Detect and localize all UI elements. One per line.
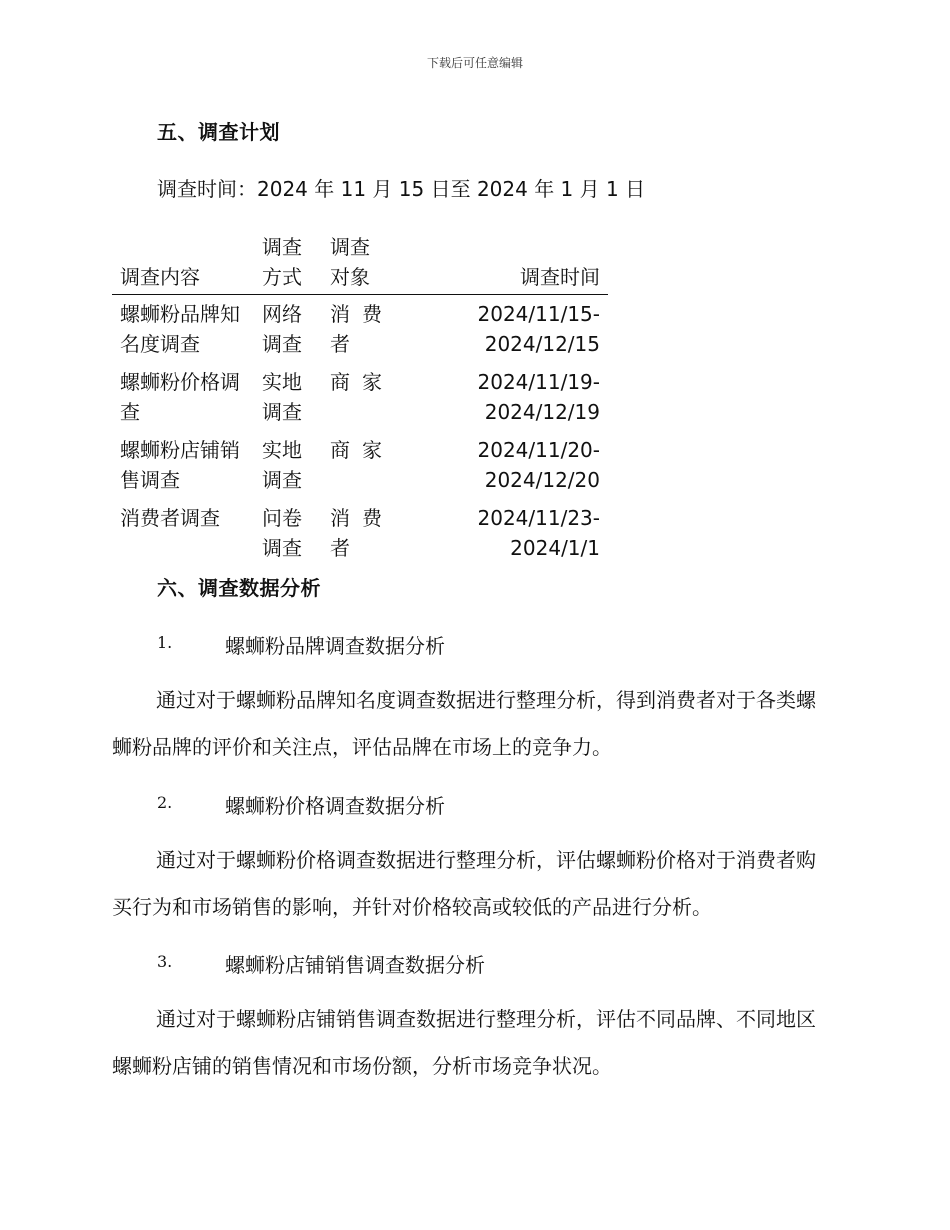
item-3-title: 螺蛳粉店铺销售调查数据分析 [225, 953, 485, 977]
table-header-row [112, 232, 608, 295]
col-header-time: 调查时间 [520, 265, 600, 289]
cell-time: 2024/11/19-2024/12/19 [477, 370, 600, 424]
cell-method: 问卷调查 [262, 506, 302, 560]
cell-method: 实地调查 [262, 370, 302, 424]
item-2-number: 2. [157, 793, 173, 812]
section-6-heading: 六、调查数据分析 [157, 576, 321, 600]
item-1-title: 螺蛳粉品牌调查数据分析 [225, 634, 445, 658]
item-1-paragraph: 通过对于螺蛳粉品牌知名度调查数据进行整理分析，得到消费者对于各类螺蛳粉品牌的评价和关注点，评估品牌在市场上的竞争力。 [112, 688, 816, 759]
section-5-heading: 五、调查计划 [157, 120, 280, 144]
item-1-number: 1. [157, 633, 173, 652]
cell-target: 商家 [330, 370, 382, 394]
col-header-target: 调查对象 [330, 235, 370, 289]
cell-time: 2024/11/20-2024/12/20 [477, 438, 600, 492]
cell-method: 实地调查 [262, 438, 302, 492]
item-2-paragraph: 通过对于螺蛳粉价格调查数据进行整理分析，评估螺蛳粉价格对于消费者购买行为和市场销售的影响，并针对价格较高或较低的产品进行分析。 [112, 848, 816, 919]
table-row [112, 499, 608, 567]
survey-time-line: 调查时间：2024 年 11 月 15 日至 2024 年 1 月 1 日 [157, 177, 646, 201]
cell-target: 消费者 [330, 506, 382, 560]
item-2-title: 螺蛳粉价格调查数据分析 [225, 794, 445, 818]
cell-content: 螺蛳粉店铺销售调查 [120, 438, 240, 492]
cell-content: 螺蛳粉品牌知名度调查 [120, 302, 240, 356]
survey-plan-table [112, 232, 608, 567]
item-3-paragraph: 通过对于螺蛳粉店铺销售调查数据进行整理分析，评估不同品牌、不同地区螺蛳粉店铺的销售情况和市场份额，分析市场竞争状况。 [112, 1007, 816, 1078]
cell-time: 2024/11/23-2024/1/1 [477, 506, 600, 560]
item-3-number: 3. [157, 952, 173, 971]
cell-time: 2024/11/15-2024/12/15 [477, 302, 600, 356]
cell-target: 商家 [330, 438, 382, 462]
cell-content: 消费者调查 [120, 506, 220, 530]
cell-method: 网络调查 [262, 302, 302, 356]
page-header: 下载后可任意编辑 [426, 56, 523, 70]
cell-target: 消费者 [330, 302, 382, 356]
col-header-method: 调查方式 [262, 235, 302, 289]
table-row [112, 431, 608, 499]
table-row [112, 363, 608, 431]
cell-content: 螺蛳粉价格调查 [120, 370, 240, 424]
col-header-content: 调查内容 [120, 265, 200, 289]
table-row [112, 295, 608, 364]
